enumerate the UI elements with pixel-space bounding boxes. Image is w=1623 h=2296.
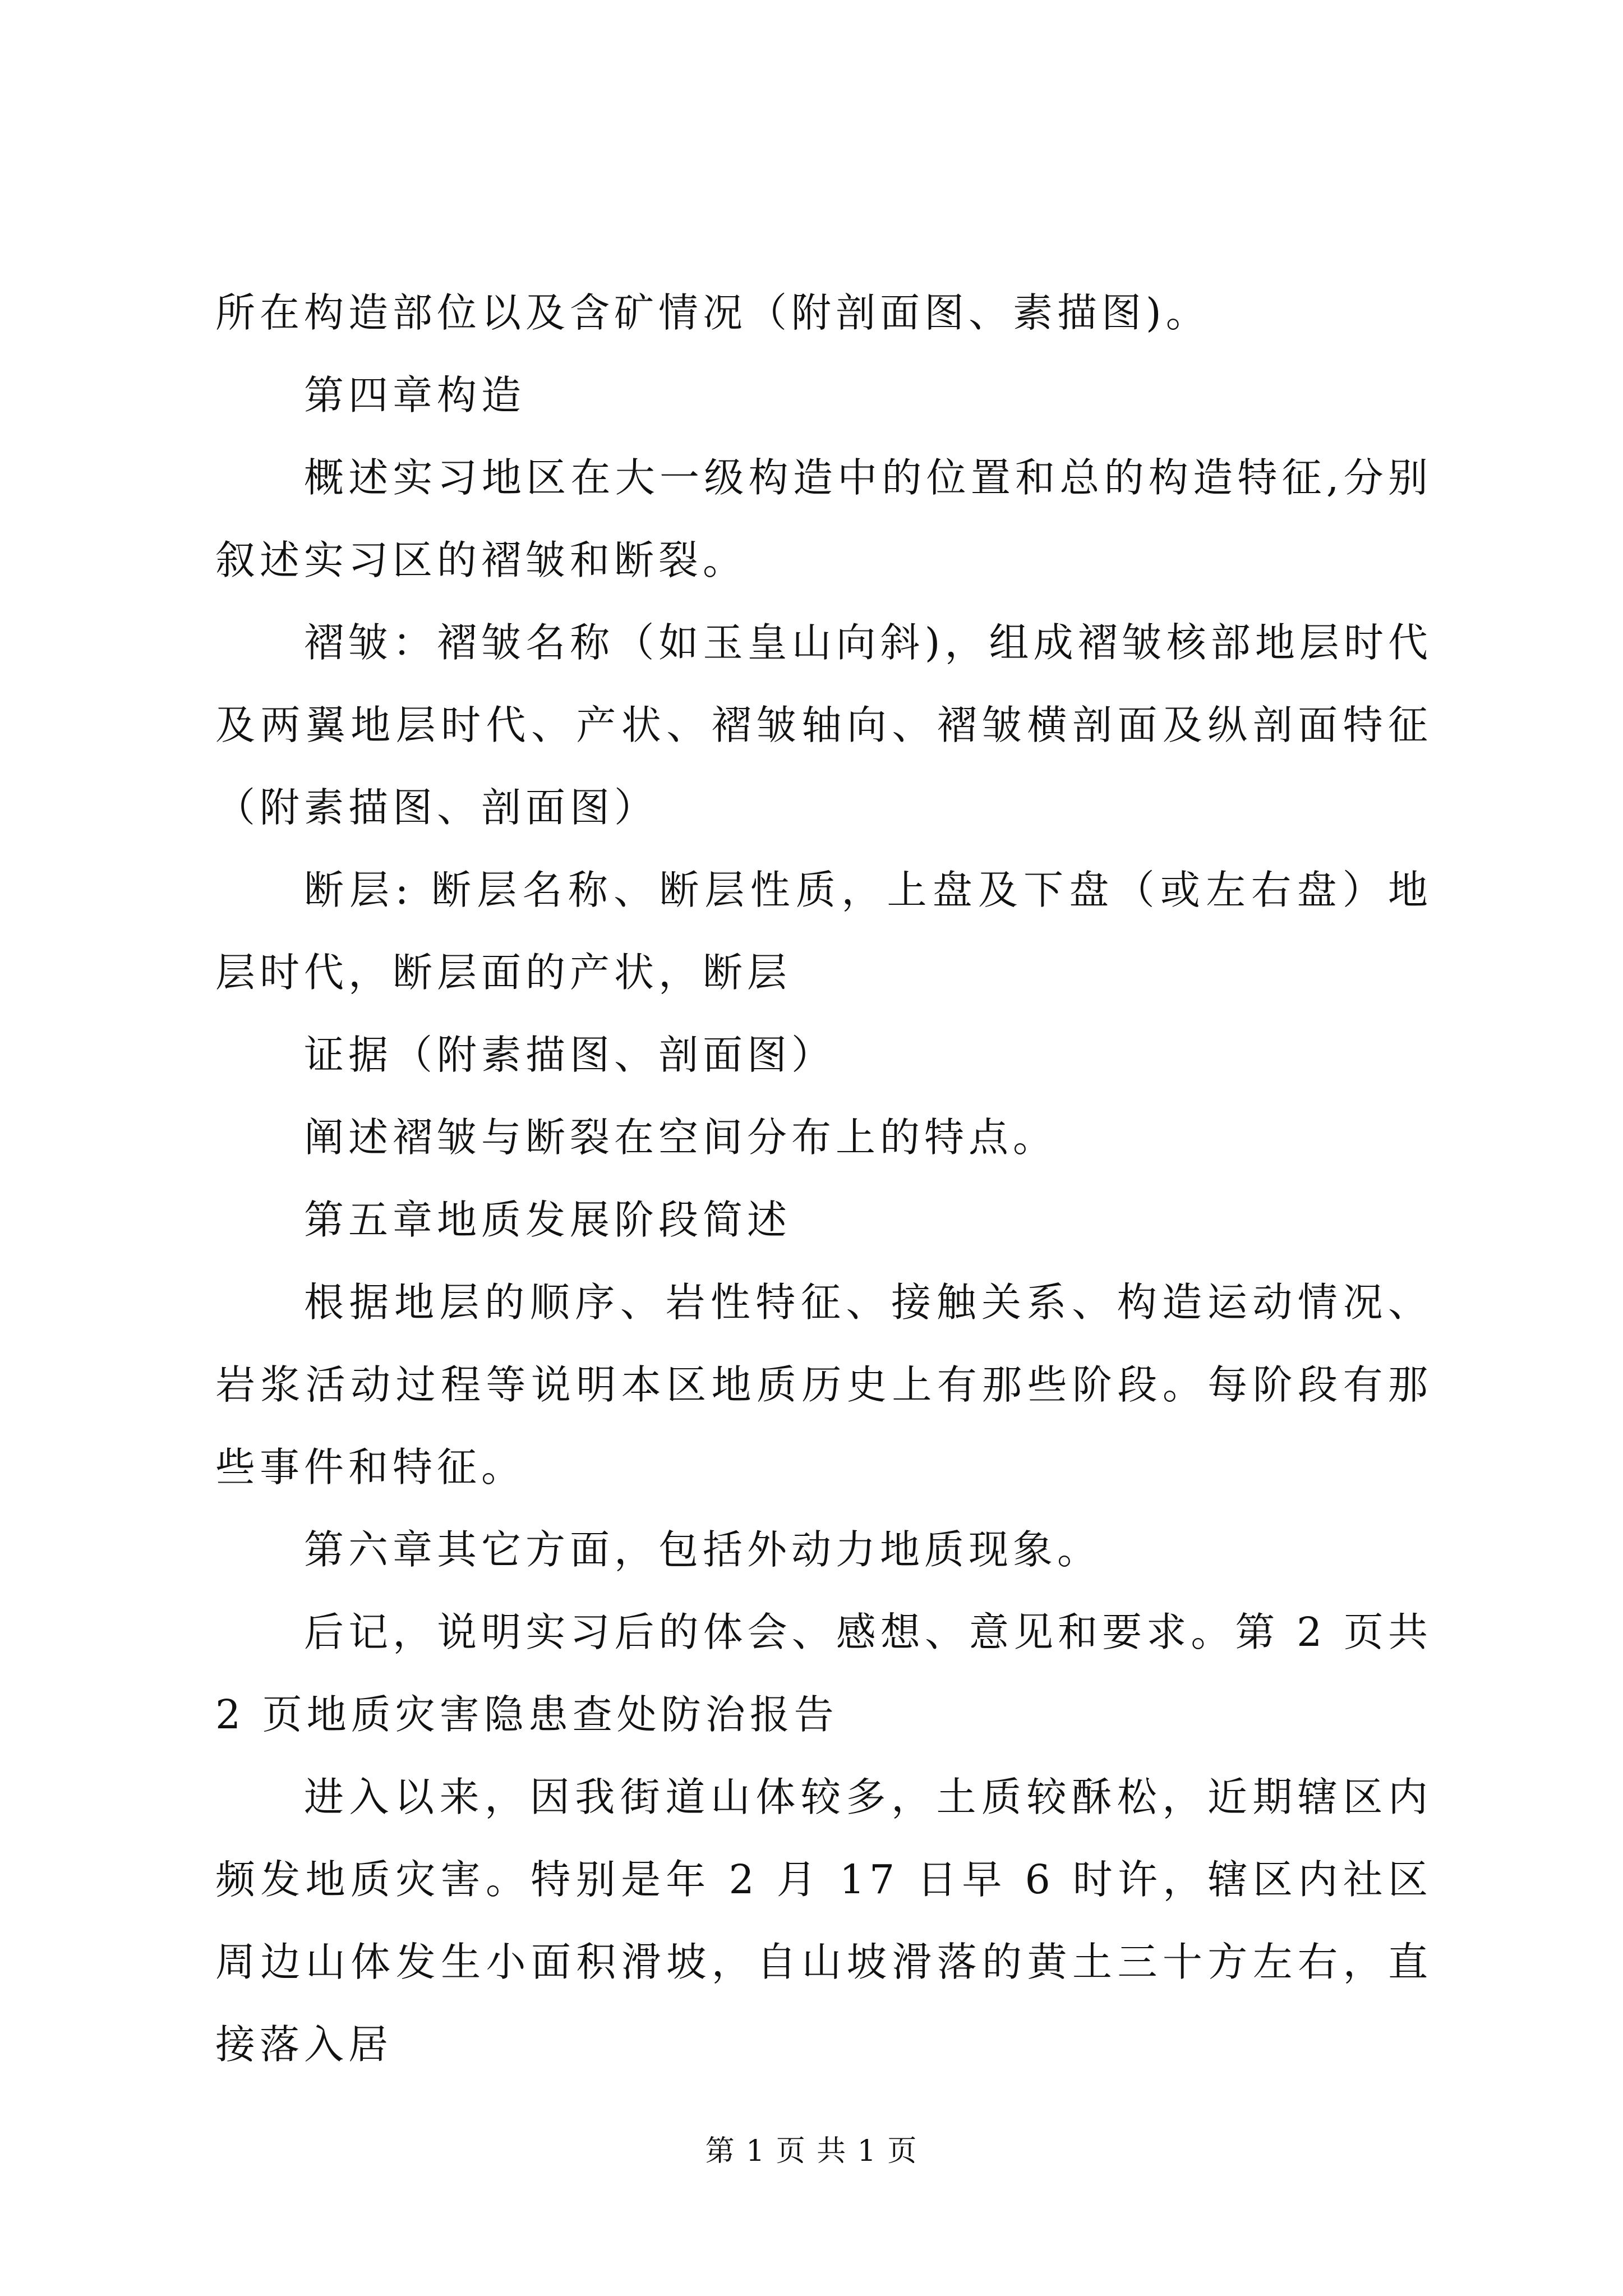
paragraph-folds: 褶皱：褶皱名称（如玉皇山向斜)，组成褶皱核部地层时代及两翼地层时代、产状、褶皱轴向、褶皱横剖面及纵剖面特征（附素描图、剖面图） <box>215 619 1432 831</box>
paragraph-report-intro: 进入以来，因我街道山体较多，土质较酥松，近期辖区内频发地质灾害。特别是年 2 月 17 日早 6 时许，辖区内社区周边山体发生小面积滑坡，自山坡滑落的黄土三十方左右，直接落入居 <box>215 1774 1432 2068</box>
paragraph-geologic-history: 根据地层的顺序、岩性特征、接触关系、构造运动情况、岩浆活动过程等说明本区地质历史上有那些阶段。每阶段有那些事件和特征。 <box>215 1279 1432 1490</box>
paragraph-evidence: 证据（附素描图、剖面图） <box>304 1032 836 1078</box>
paragraph-distribution: 阐述褶皱与断裂在空间分布上的特点。 <box>304 1114 1058 1161</box>
paragraph-postscript: 后记，说明实习后的体会、感想、意见和要求。第 2 页共 2 页地质灾害隐患查处防治报告 <box>215 1609 1432 1738</box>
paragraph-faults: 断层: 断层名称、断层性质，上盘及下盘（或左右盘）地层时代，断层面的产状，断层 <box>215 867 1432 996</box>
page-footer: 第 1 页 共 1 页 <box>705 2134 918 2168</box>
paragraph-continuation: 所在构造部位以及含矿情况（附剖面图、素描图)。 <box>215 289 1210 336</box>
chapter-6-heading: 第六章其它方面，包括外动力地质现象。 <box>304 1526 1102 1573</box>
document-body <box>215 272 1432 2086</box>
chapter-5-heading: 第五章地质发展阶段简述 <box>304 1197 792 1243</box>
chapter-4-heading: 第四章构造 <box>304 372 526 418</box>
paragraph-structure-overview: 概述实习地区在大一级构造中的位置和总的构造特征,分别叙述实习区的褶皱和断裂。 <box>215 454 1432 583</box>
